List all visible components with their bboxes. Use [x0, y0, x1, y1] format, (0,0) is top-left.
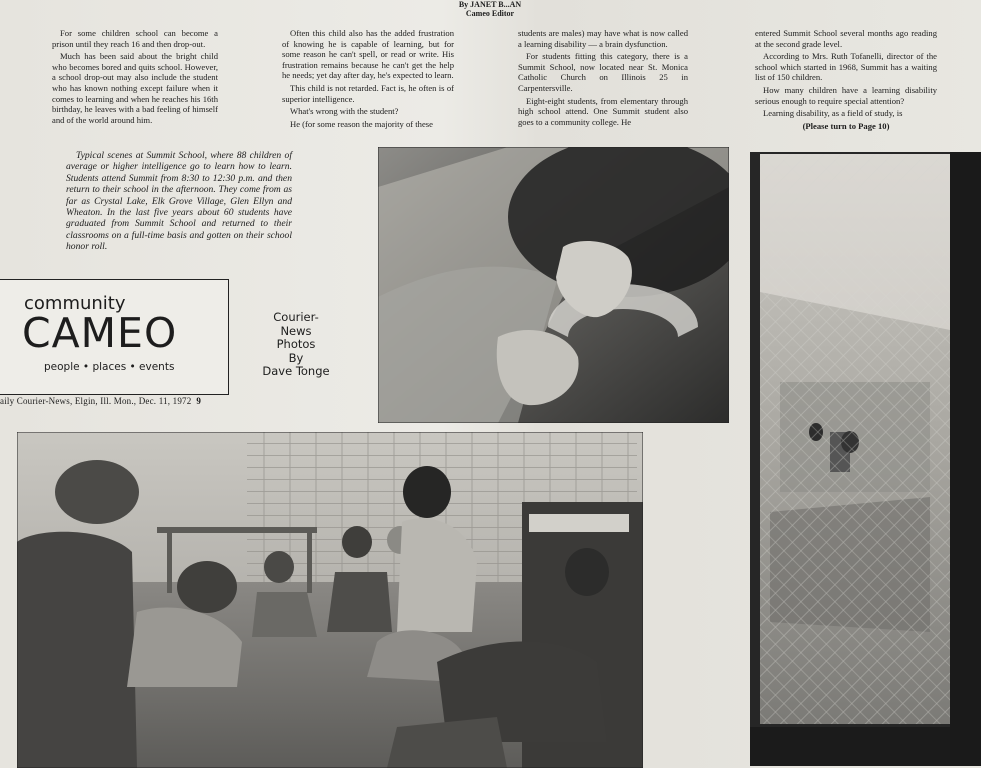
byline-author: By JANET B...AN — [458, 0, 522, 9]
byline — [430, 0, 550, 18]
paragraph: Eight-eight students, from elementary through high school attend. One Summit student also goes to a community college. He — [518, 95, 688, 127]
paragraph: Much has been said about the bright child who becomes bored and quits school. However, a school drop-out may also include the student who has known nothing except failure when it comes to learning and when he reaches his 16th birthday, he leaves with a bad feeling of himself and of the world around him. — [52, 51, 218, 125]
photo-student-protractor — [378, 147, 729, 423]
paragraph: For students fitting this category, there is a Summit School, now located near St. Monica Catholic Church on Illinois 25 in Carpentersville. — [518, 51, 688, 93]
article-column-2 — [282, 28, 454, 131]
byline-title: Cameo Editor — [465, 9, 515, 18]
paragraph: How many children have a learning disability serious enough to require special attention? — [755, 84, 937, 106]
dateline — [0, 396, 201, 406]
credit-line: Courier- — [273, 310, 319, 324]
credit-line: Photos — [276, 337, 316, 351]
paragraph: entered Summit School several months ago reading at the second grade level. — [755, 28, 937, 49]
continued-line: (Please turn to Page 10) — [802, 120, 890, 131]
credit-line: Dave Tonge — [262, 364, 330, 378]
credit-line: By — [288, 350, 304, 365]
paragraph: He (for some reason the majority of these — [290, 118, 433, 129]
photo-reading-circle — [17, 432, 643, 768]
article-column-1 — [52, 28, 218, 127]
photo-caption: Typical scenes at Summit School, where 88 children of average or higher intelligence go to learn how to learn. Students attend Summit from 8:30 to 12:30 p.m. and then return to their school in the afternoon. They come from as far as Crystal Lake, Elk Grove Village, Glen Ellyn and Wheaton. In the last five years about 60 students have graduated from Summit School and returned to their classrooms on a full-time basis and gotten on their school honor roll. — [66, 150, 292, 253]
paragraph: Learning disability, as a field of study, is — [763, 108, 903, 119]
paragraph: What's wrong with the student? — [290, 106, 399, 117]
article-column-3 — [518, 28, 688, 129]
masthead-tagline: people • places • events — [44, 361, 175, 373]
article-column-4 — [755, 28, 937, 133]
dateline-text: aily Courier-News, Elgin, Ill. Mon., Dec. 11, 1972 — [0, 396, 192, 406]
page-number: 9 — [196, 396, 202, 406]
photo-credits — [258, 311, 334, 379]
masthead-cameo: CAMEO — [22, 309, 178, 357]
paragraph: This child is not retarded. Fact is, he often is of superior intelligence. — [282, 82, 454, 104]
credit-line: News — [280, 323, 312, 338]
paragraph: students are males) may have what is now called a learning disability — a brain dysfunction. — [518, 28, 688, 49]
paragraph: For some children school can become a prison until they reach 16 and then drop-out. — [52, 28, 218, 49]
paragraph: Often this child also has the added frustration of knowing he is capable of learning, but for some reason he can't spell, or read or write. His frustration remains because he can't get the help he needs; yet day after day, he's expected to learn. — [282, 28, 454, 81]
masthead-community: community — [24, 293, 126, 314]
photo-classroom-doorway — [750, 152, 981, 766]
paragraph: According to Mrs. Ruth Tofanelli, director of the school which started in 1968, Summit has a waiting list of 150 children. — [755, 51, 937, 83]
